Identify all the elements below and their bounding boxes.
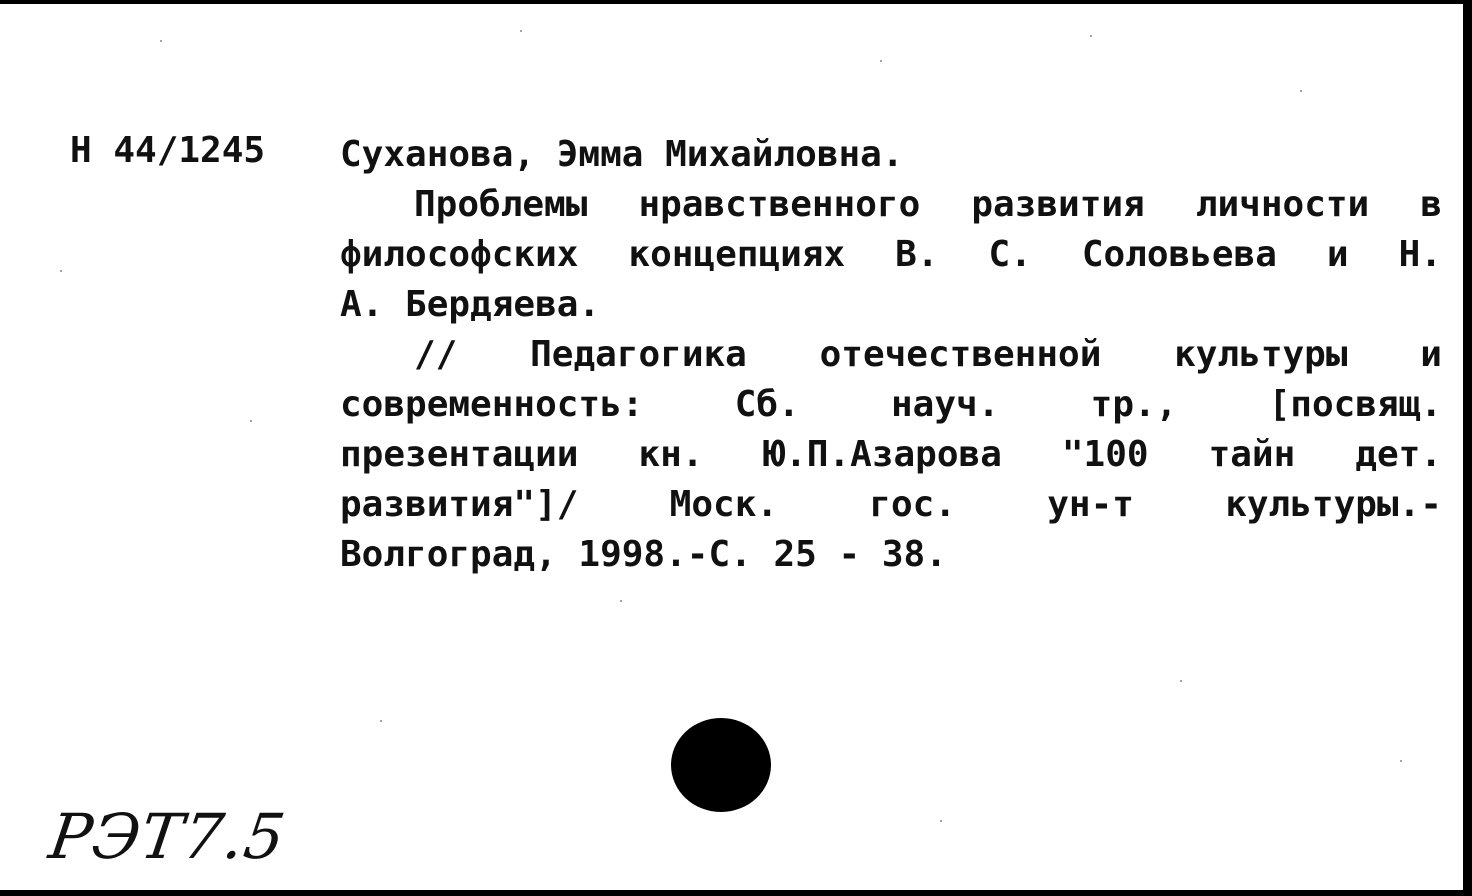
source-line-3 [340,430,1442,480]
scan-speck [520,30,522,32]
title-word: С. [988,234,1032,275]
card-top-edge [0,0,1472,4]
title-word: развития [971,184,1145,225]
bibliographic-entry [340,130,1442,580]
source-word: Педагогика [530,334,747,375]
title-word: и [1326,234,1349,275]
source-line-4 [340,480,1442,530]
title-word: Проблемы [414,184,588,225]
source-word: отечественной [819,334,1102,375]
source-word: презентации [340,434,579,475]
source-word: культуры [1174,334,1348,375]
source-word: Сб. [734,384,800,425]
source-word: [посвящ. [1268,384,1442,425]
source-word: развития"]/ [340,484,579,525]
scan-speck [1400,760,1402,762]
shelfmark: Н 44/1245 [70,130,266,171]
scan-speck [1300,90,1302,92]
source-line-1 [340,330,1442,380]
source-word: ун-т [1047,484,1134,525]
source-word: гос. [869,484,956,525]
source-word: Ю.П.Азарова [763,434,1002,475]
title-word: Н. [1398,234,1442,275]
title-word: концепциях [628,234,846,275]
scan-speck [940,820,942,822]
handwritten-call-number: РЭТ7.5 [44,800,291,873]
source-word: тр., [1090,384,1178,425]
punch-hole [671,718,771,812]
scan-speck [620,600,622,602]
scan-speck [380,720,382,722]
source-word: // [414,334,458,375]
title-word: в [1420,184,1442,225]
source-word: кн. [638,434,704,475]
source-line-2 [340,380,1442,430]
title-word: личности [1195,184,1370,225]
title-line-1 [340,180,1442,230]
scan-speck [60,270,62,272]
source-word: и [1420,334,1442,375]
source-line-5: Волгоград, 1998.-С. 25 - 38. [340,534,947,575]
scan-speck [1090,35,1092,37]
title-word: философских [340,234,579,275]
source-word: дет. [1355,434,1442,475]
title-word: В. [895,234,939,275]
scan-speck [1180,680,1182,682]
source-word: современность: [340,384,644,425]
scan-speck [250,420,252,422]
author-heading: Суханова, Эмма Михайловна. [340,134,904,175]
title-word: Соловьева [1081,234,1277,275]
title-line-3: А. Бердяева. [340,284,601,325]
title-line-2 [340,230,1442,280]
title-word: нравственного [638,184,921,225]
scan-speck [160,40,162,42]
source-word: "100 [1061,434,1149,475]
source-word: науч. [891,384,1000,425]
source-word: тайн [1208,434,1296,475]
source-word: культуры.- [1225,484,1442,525]
scan-speck [880,60,882,62]
source-word: Моск. [669,484,779,525]
